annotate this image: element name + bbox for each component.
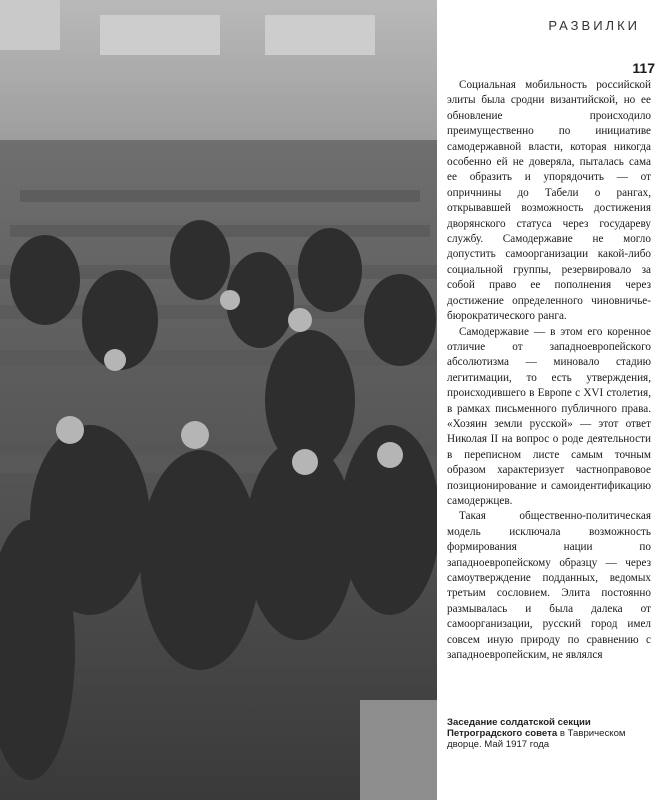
photo-caption (447, 717, 647, 751)
page-number: 117 (632, 60, 655, 76)
paragraph: Такая общественно-политическая модель исключала возможность формирования нации по западноевропейскому образцу — через самоутверждение подданных, ведомых третьим сословием. Элита постоянно размывалась и была далека от самоорганизации, русский город имел совсем иную природу по сравнению с западноевропейским, не являлся (447, 510, 651, 662)
paragraph: Социальная мобильность российской элиты была сродни византийской, но ее обновление происходило преимущественно по инициативе самодержавной власти, которая никогда особенно ей не доверяла, пыталась сама ее образить и упорядочить — от опричнины до Табели о рангах, открывавшей возможность достижения дворянского статуса через государеву службу. Самодержавие не могло допустить самоорганизации какой-либо социальной группы, резервировало за собой право ее пополнения через достижение определенного чиновничье-бюрократического ранга. (447, 79, 651, 323)
paragraph: Самодержавие — в этом его коренное отличие от западноевропейского абсолютизма — миновало стадию легитимации, то есть утверждения, происходившего в Европе с XVI столетия, в рамках письменного публичного права. «Хозяин земли русской» — этот ответ Николая II на вопрос о роде деятельности в переписном листе самым точным образом характеризует частноправовое позиционирование и самоидентификацию самодержцев. (447, 325, 651, 507)
article-body (447, 78, 651, 663)
caption-bold: Заседание солдатской секции Петроградского совета (447, 717, 591, 740)
section-title: РАЗВИЛКИ (548, 18, 640, 33)
caption-regular: в Таврическом дворце. Май 1917 года (447, 728, 626, 751)
